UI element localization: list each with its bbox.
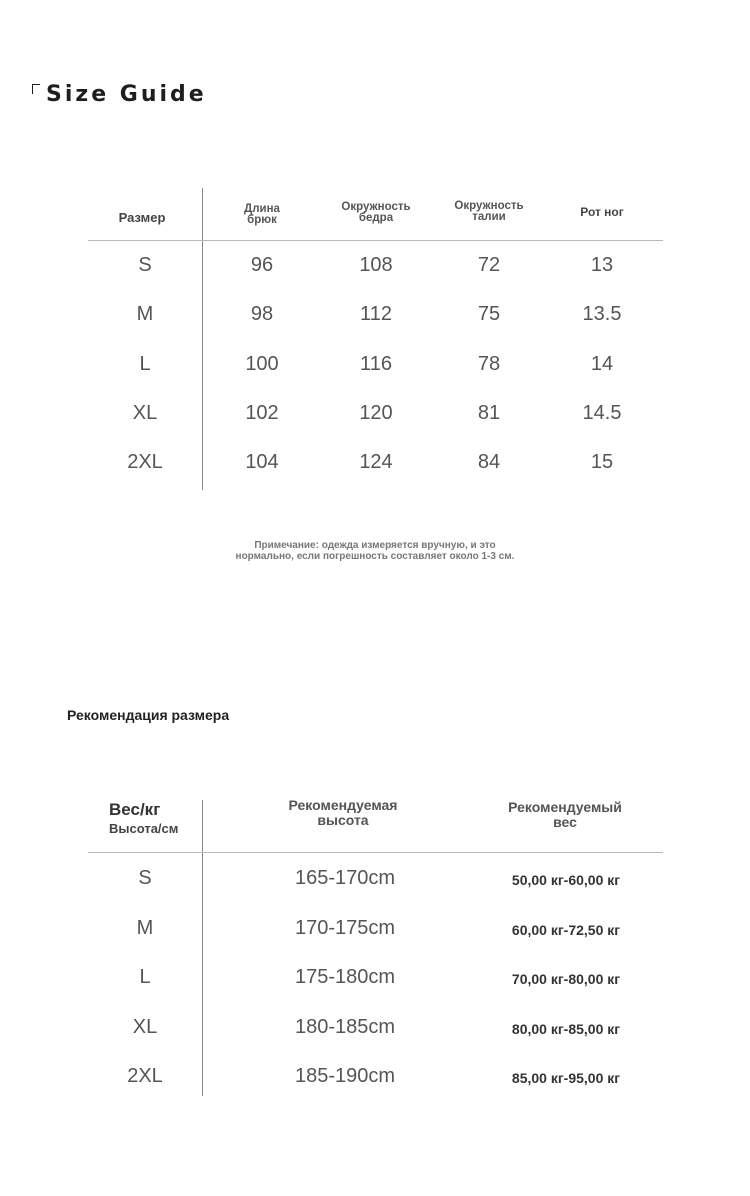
size-cell-leg-opening: 13	[590, 254, 614, 276]
header-waist-l2: талии	[472, 211, 506, 223]
header-divider	[88, 852, 663, 853]
rec-cell-size: L	[139, 966, 151, 988]
rec-cell-size: 2XL	[127, 1065, 163, 1087]
rec-cell-weight: 70,00 кг-80,00 кг	[511, 971, 621, 987]
size-cell-size: L	[139, 352, 151, 375]
height-unit-label: Высота/см	[109, 821, 179, 836]
corner-bracket-icon	[32, 84, 40, 94]
size-cell-leg-opening: 15	[590, 451, 614, 474]
note-line-2: нормально, если погрешность составляет около 1-3 см.	[235, 551, 515, 562]
rec-cell-height: 165-170cm	[294, 867, 396, 889]
header-size: Размер	[118, 210, 166, 225]
size-cell-leg-opening: 13.5	[582, 303, 622, 326]
size-cell-leg-opening: 14	[590, 352, 614, 375]
size-cell-size: M	[136, 303, 154, 326]
size-cell-length: 98	[250, 303, 274, 326]
size-cell-waist: 75	[477, 303, 501, 326]
header-hip-l1: Окружность	[341, 201, 411, 213]
size-table	[88, 186, 663, 491]
size-cell-length: 100	[245, 352, 279, 375]
rec-cell-height: 180-185cm	[294, 1015, 396, 1038]
rec-cell-height: 185-190cm	[294, 1065, 396, 1087]
size-cell-hip: 124	[359, 451, 393, 474]
size-cell-length: 104	[245, 451, 279, 474]
header-rec-height-l2: высота	[317, 812, 369, 828]
size-cell-waist: 84	[477, 451, 501, 474]
size-cell-length: 102	[245, 401, 279, 424]
rec-cell-height: 175-180cm	[294, 966, 396, 988]
page-title	[32, 82, 207, 107]
rec-cell-height: 170-175cm	[294, 916, 396, 939]
header-rec-weight-l2: вес	[553, 814, 577, 830]
header-length	[244, 204, 280, 226]
measurement-note	[0, 540, 750, 562]
size-cell-waist: 72	[477, 254, 501, 276]
header-divider	[88, 240, 663, 241]
rec-cell-weight: 80,00 кг-85,00 кг	[511, 1020, 621, 1037]
rec-cell-weight: 50,00 кг-60,00 кг	[511, 872, 621, 888]
rec-cell-size: S	[138, 867, 152, 889]
header-length-l2: брюк	[247, 214, 277, 226]
header-waist-l1: Окружность	[454, 200, 524, 212]
size-cell-hip: 108	[359, 254, 393, 276]
recommendation-table	[88, 798, 663, 1098]
rec-cell-size: M	[136, 916, 154, 939]
rec-cell-weight: 85,00 кг-95,00 кг	[511, 1070, 621, 1086]
rec-cell-weight: 60,00 кг-72,50 кг	[511, 921, 621, 938]
size-cell-leg-opening: 14.5	[582, 401, 622, 424]
header-rec-height-l1: Рекомендуемая	[288, 797, 398, 813]
rec-cell-size: XL	[132, 1015, 158, 1038]
size-cell-length: 96	[250, 254, 274, 276]
recommendation-title: Рекомендация размера	[67, 707, 230, 723]
column-divider	[202, 800, 203, 1096]
header-rec-weight	[508, 800, 622, 830]
size-cell-waist: 81	[477, 401, 501, 424]
header-rec-height	[289, 798, 398, 828]
size-cell-waist: 78	[477, 352, 501, 375]
size-cell-size: 2XL	[127, 451, 163, 474]
column-divider	[202, 188, 203, 490]
header-hip-l2: бедра	[358, 212, 394, 224]
size-cell-size: XL	[132, 401, 158, 424]
corner-header	[109, 800, 178, 836]
header-waist	[454, 201, 523, 223]
size-cell-size: S	[138, 254, 152, 276]
header-length-l1: Длина	[244, 203, 280, 215]
size-cell-hip: 116	[360, 352, 392, 375]
title-text: Size Guide	[46, 82, 207, 107]
header-leg-opening: Рот ног	[580, 205, 624, 219]
header-hip	[341, 202, 410, 224]
size-cell-hip: 112	[360, 303, 392, 326]
header-rec-weight-l1: Рекомендуемый	[508, 799, 622, 815]
note-line-1: Примечание: одежда измеряется вручную, и это	[254, 540, 496, 551]
size-cell-hip: 120	[359, 401, 393, 424]
weight-unit-label: Вес/кг	[109, 800, 161, 819]
